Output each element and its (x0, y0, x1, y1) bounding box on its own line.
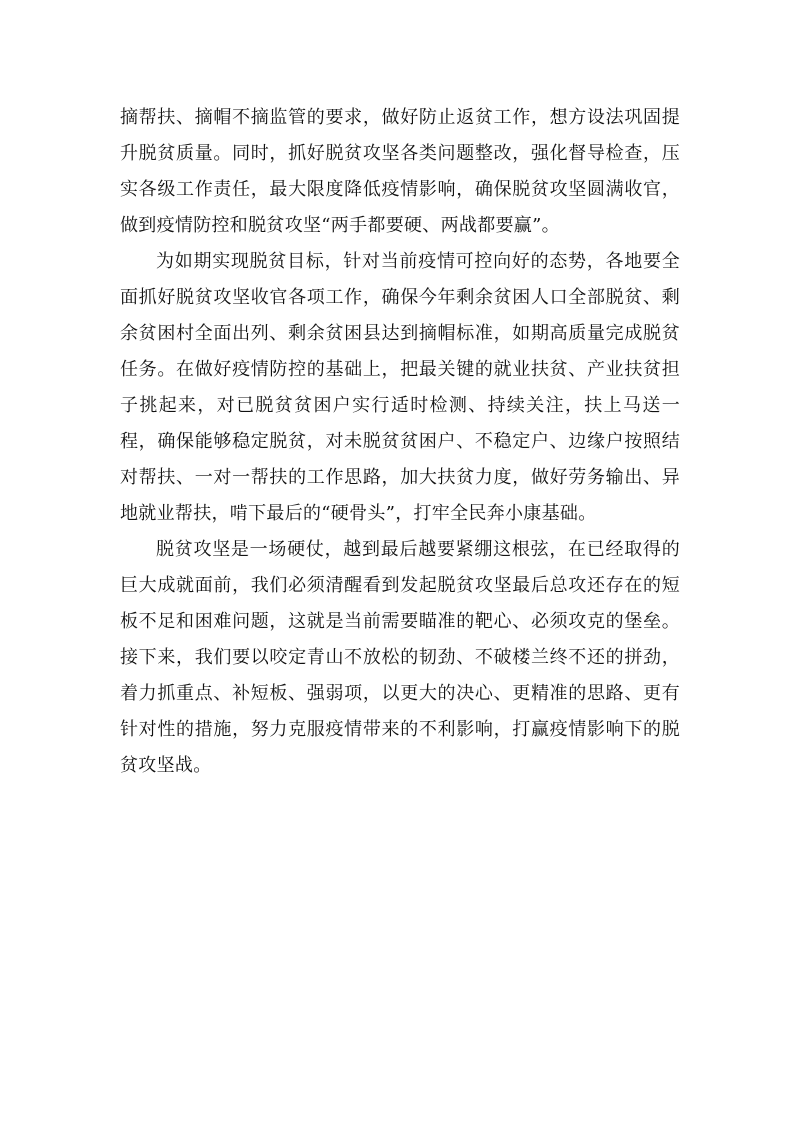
paragraph-poverty-goal: 为如期实现脱贫目标，针对当前疫情可控向好的态势，各地要全面抓好脱贫攻坚收官各项工作，确保今年剩余贫困人口全部脱贫、剩余贫困村全面出列、剩余贫困县达到摘帽标准，如期高质量完成脱贫任务。在做好疫情防控的基础上，把最关键的就业扶贫、产业扶贫担子挑起来，对已脱贫贫困户实行适时检测、持续关注，扶上马送一程，确保能够稳定脱贫，对未脱贫贫困户、不稳定户、边缘户按照结对帮扶、一对一帮扶的工作思路，加大扶贫力度，做好劳务输出、异地就业帮扶，啃下最后的“硬骨头”，打牢全民奔小康基础。 (120, 251, 680, 524)
document-body (120, 100, 680, 784)
paragraph-final-battle: 脱贫攻坚是一场硬仗，越到最后越要紧绷这根弦，在已经取得的巨大成就面前，我们必须清醒看到发起脱贫攻坚最后总攻还存在的短板不足和困难问题，这就是当前需要瞄准的靶心、必须攻克的堡垒。接下来，我们要以咬定青山不放松的韧劲、不破楼兰终不还的拼劲，着力抓重点、补短板、强弱项，以更大的决心、更精准的思路、更有针对性的措施，努力克服疫情带来的不利影响，打赢疫情影响下的脱贫攻坚战。 (120, 539, 680, 776)
paragraph-continued: 摘帮扶、摘帽不摘监管的要求，做好防止返贫工作，想方设法巩固提升脱贫质量。同时，抓好脱贫攻坚各类问题整改，强化督导检查，压实各级工作责任，最大限度降低疫情影响，确保脱贫攻坚圆满收官，做到疫情防控和脱贫攻坚“两手都要硬、两战都要赢”。 (120, 107, 680, 236)
